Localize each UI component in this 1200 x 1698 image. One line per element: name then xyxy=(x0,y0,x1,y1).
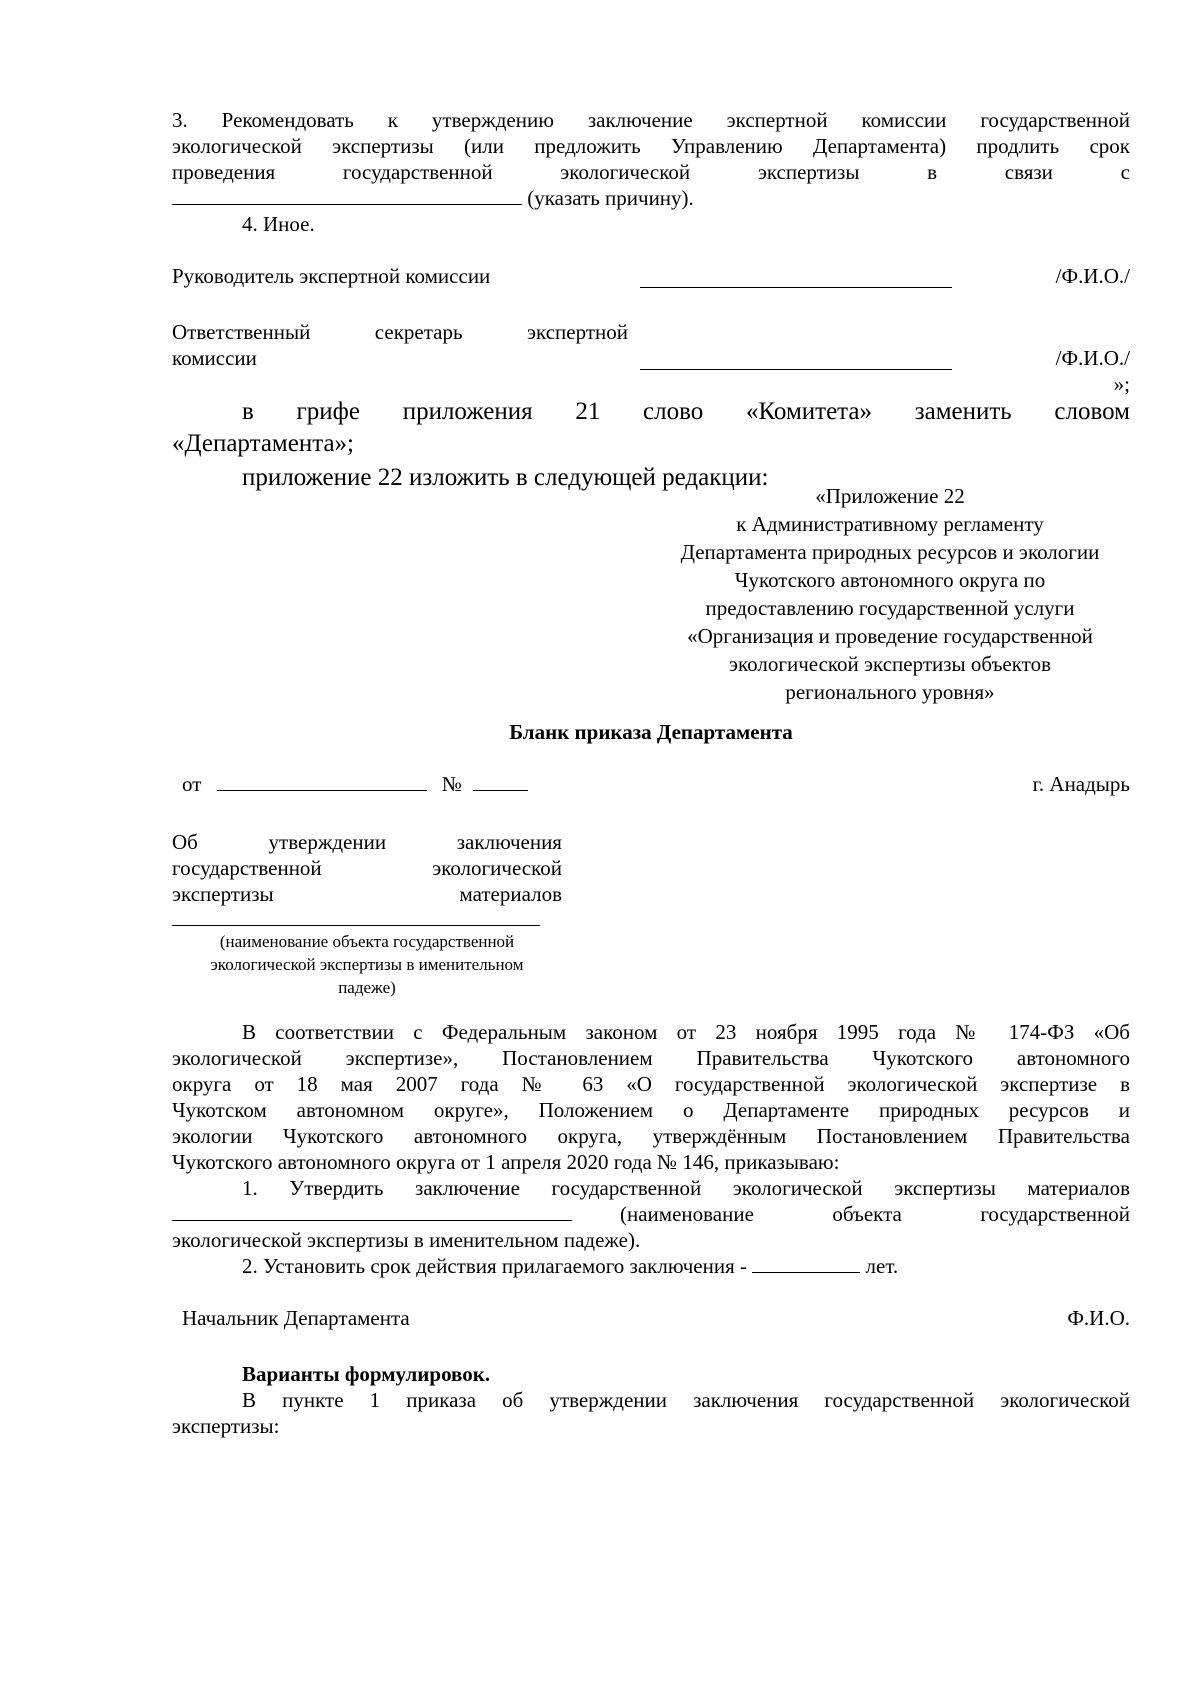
word: экологической xyxy=(560,160,691,184)
variants-line-1: В пункте 1 приказа об утверждении заключения государственной экологической xyxy=(242,1388,1130,1412)
chief-label: Начальник Департамента xyxy=(182,1306,410,1330)
sig2-label-2: комиссии xyxy=(172,346,257,370)
word: приложения xyxy=(402,398,533,425)
city-label: г. Анадырь xyxy=(1032,772,1130,796)
item1-line-3: экологической экспертизы в именительном падеже). xyxy=(172,1228,641,1252)
word: секретарь xyxy=(374,320,463,344)
p3-line-2: экологической экспертизы (или предложить Управлению Департамента) продлить срок xyxy=(172,134,1130,158)
item1-line-2 xyxy=(172,1200,1130,1228)
item2-line xyxy=(242,1252,1200,1280)
variants-line-2: экспертизы: xyxy=(172,1414,280,1438)
body-line-3: округа от 18 мая 2007 года № 63 «О государственной экологической экспертизе в xyxy=(172,1072,1130,1096)
appendix-header xyxy=(640,482,1140,706)
note-line: падеже) xyxy=(338,978,396,997)
word: «Комитета» xyxy=(745,398,872,425)
item2-post: лет. xyxy=(860,1254,899,1278)
form-title: Бланк приказа Департамента xyxy=(509,720,793,744)
header-line: к Административному регламенту xyxy=(736,512,1044,536)
body-line-6: Чукотского автономного округа от 1 апреля 2020 года № 146, приказываю: xyxy=(172,1150,840,1174)
item2-pre: 2. Установить срок действия прилагаемого заключения - xyxy=(242,1254,753,1278)
word: материалов xyxy=(459,882,562,906)
word: с xyxy=(1120,160,1130,184)
word: экспертной xyxy=(527,320,628,344)
word: Ответственный xyxy=(172,320,311,344)
word: словом xyxy=(1054,398,1130,425)
word: заменить xyxy=(914,398,1012,425)
header-line: экологической экспертизы объектов xyxy=(728,652,1051,676)
sig2-fio: /Ф.И.О./ xyxy=(1055,346,1130,370)
word: слово xyxy=(643,398,704,425)
word: в xyxy=(242,398,254,425)
word: проведения xyxy=(172,160,276,184)
blank-line[interactable] xyxy=(172,184,522,205)
subject-line-3 xyxy=(172,880,562,908)
word: объекта xyxy=(832,1202,902,1226)
chief-fio: Ф.И.О. xyxy=(1067,1306,1130,1330)
subject-note xyxy=(172,930,562,999)
item1-line-2-words xyxy=(620,1200,1130,1228)
word: заключения xyxy=(456,830,562,854)
word: 21 xyxy=(575,398,601,425)
word: грифе xyxy=(296,398,360,425)
header-line: предоставлению государственной услуги xyxy=(705,596,1075,620)
header-line: «Приложение 22 xyxy=(815,484,965,508)
sig2-label xyxy=(172,318,628,346)
body-line-5: экологии Чукотского автономного округа, утверждённым Постановлением Правительства xyxy=(172,1124,1130,1148)
p3-line-4 xyxy=(172,184,1130,212)
header-line: регионального уровня» xyxy=(785,680,995,704)
word: экспертизы xyxy=(757,160,860,184)
object-name-blank[interactable] xyxy=(172,925,540,926)
word: государственной xyxy=(980,1202,1130,1226)
body-line-2: экологической экспертизе», Постановлением Правительства Чукотского автономного xyxy=(172,1046,1130,1070)
subject-line-2 xyxy=(172,854,562,882)
header-line: «Организация и проведение государственной xyxy=(687,624,1093,648)
word: утверждении xyxy=(268,830,387,854)
date-from-label: от xyxy=(182,772,202,796)
sig2-close-quote: »; xyxy=(1113,372,1130,396)
term-blank[interactable] xyxy=(752,1252,860,1273)
sig1-fio: /Ф.И.О./ xyxy=(1055,264,1130,288)
object-blank[interactable] xyxy=(172,1200,572,1221)
header-line: Департамента природных ресурсов и экологии xyxy=(680,540,1100,564)
word: государственной xyxy=(172,856,322,880)
grif-line-2: «Департамента»; xyxy=(172,430,354,457)
note-line: (наименование объекта государственной xyxy=(219,932,515,951)
word: в xyxy=(927,160,938,184)
body-line-4: Чукотском автономном округе», Положением о Департаменте природных ресурсов и xyxy=(172,1098,1130,1122)
p3-reason-label: (указать причину). xyxy=(522,186,694,210)
sig1-label: Руководитель экспертной комиссии xyxy=(172,264,491,288)
app22-intro: приложение 22 изложить в следующей редакции: xyxy=(242,464,769,491)
word: (наименование xyxy=(620,1202,754,1226)
header-line: Чукотского автономного округа по xyxy=(734,568,1046,592)
grif-line-1 xyxy=(242,396,1130,428)
note-line: экологической экспертизы в именительном xyxy=(210,955,524,974)
word: экспертизы xyxy=(172,882,274,906)
body-line-1: В соответствии с Федеральным законом от 23 ноября 1995 года № 174-ФЗ «Об xyxy=(242,1020,1130,1044)
variants-title: Варианты формулировок. xyxy=(242,1362,491,1386)
p4-line: 4. Иное. xyxy=(242,212,315,236)
item1-line-1: 1. Утвердить заключение государственной экологической экспертизы материалов xyxy=(242,1176,1130,1200)
word: экологической xyxy=(432,856,562,880)
subject-line-1 xyxy=(172,828,562,856)
word: связи xyxy=(1004,160,1053,184)
word: Об xyxy=(172,830,198,854)
p3-line-1: 3. Рекомендовать к утверждению заключение экспертной комиссии государственной xyxy=(172,108,1130,132)
number-label: № xyxy=(441,772,462,796)
p3-line-3 xyxy=(172,158,1130,186)
word: государственной xyxy=(342,160,493,184)
